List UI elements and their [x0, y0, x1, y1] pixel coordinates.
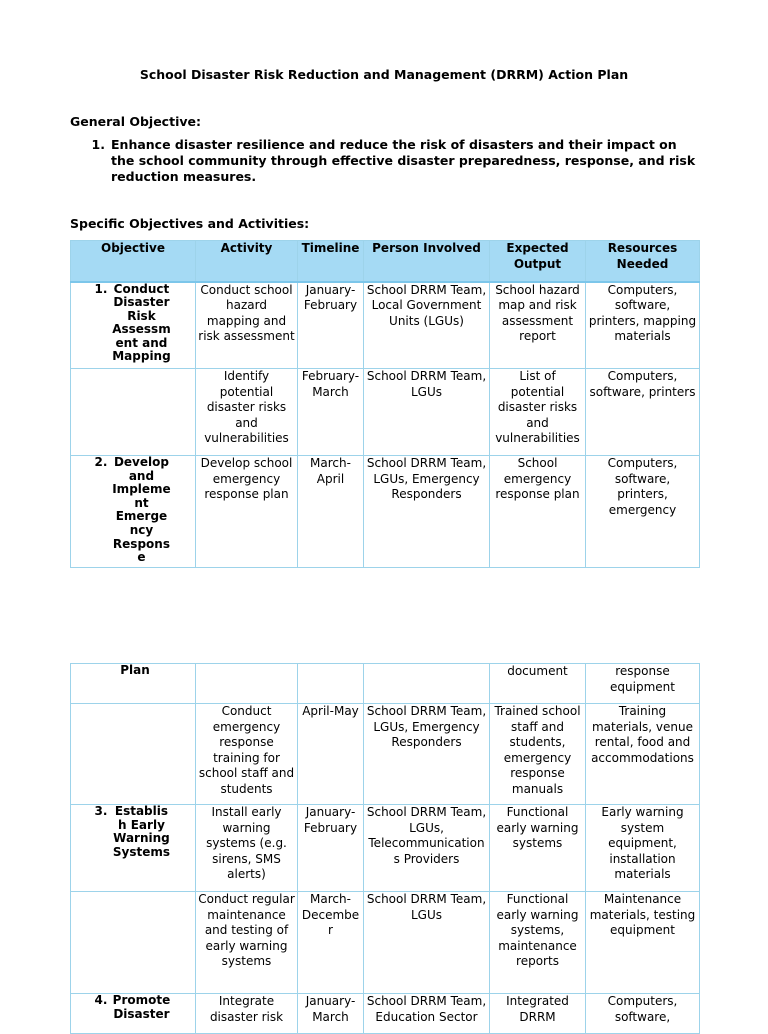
action-plan-table-page-1 — [70, 240, 700, 568]
output-cell: School emergency response plan — [490, 456, 586, 568]
objective-number: 2. — [94, 455, 108, 469]
header-person-involved: Person Involved — [364, 241, 490, 282]
objective-cell — [71, 994, 196, 1034]
output-cell: Functional early warning systems, maintenance reports — [490, 892, 586, 994]
header-activity: Activity — [196, 241, 298, 282]
general-objectives-list — [70, 137, 700, 185]
list-item — [70, 137, 700, 185]
timeline-cell: January-March — [298, 994, 364, 1034]
output-cell: School hazard map and risk assessment report — [490, 282, 586, 369]
table-row — [71, 892, 700, 994]
activity-cell — [196, 664, 298, 704]
table-row — [71, 704, 700, 805]
header-objective: Objective — [71, 241, 196, 282]
objective-text: Promote Disaster — [112, 993, 171, 1021]
timeline-cell: January-February — [298, 805, 364, 892]
table-row — [71, 369, 700, 456]
output-cell: Integrated DRRM — [490, 994, 586, 1034]
resources-cell: Training materials, venue rental, food and accommodations — [586, 704, 700, 805]
timeline-cell: April-May — [298, 704, 364, 805]
person-cell: School DRRM Team, LGUs, Telecommunications Providers — [364, 805, 490, 892]
table-row — [71, 664, 700, 704]
timeline-cell: February-March — [298, 369, 364, 456]
objective-cell — [71, 805, 196, 892]
output-cell: List of potential disaster risks and vulnerabilities — [490, 369, 586, 456]
timeline-cell: January-February — [298, 282, 364, 369]
header-resources-needed: Resources Needed — [586, 241, 700, 282]
activity-cell: Develop school emergency response plan — [196, 456, 298, 568]
resources-cell: Computers, software, printers, mapping materials — [586, 282, 700, 369]
person-cell: School DRRM Team, Education Sector — [364, 994, 490, 1034]
output-cell: Functional early warning systems — [490, 805, 586, 892]
objective-cell — [71, 892, 196, 994]
objective-cell — [71, 664, 196, 704]
header-expected-output: Expected Output — [490, 241, 586, 282]
resources-cell: Computers, software, — [586, 994, 700, 1034]
output-cell: Trained school staff and students, emergency response manuals — [490, 704, 586, 805]
table-row — [71, 994, 700, 1034]
table-row — [71, 456, 700, 568]
objective-number: 1. — [94, 281, 108, 296]
person-cell: School DRRM Team, LGUs — [364, 369, 490, 456]
resources-cell: Computers, software, printers, emergency — [586, 456, 700, 568]
activity-cell: Identify potential disaster risks and vulnerabilities — [196, 369, 298, 456]
timeline-cell: March-April — [298, 456, 364, 568]
person-cell: School DRRM Team, LGUs, Emergency Responders — [364, 704, 490, 805]
objective-cell — [71, 369, 196, 456]
objective-cell — [71, 704, 196, 805]
table-header-row — [71, 241, 700, 282]
action-plan-table-page-2 — [70, 663, 700, 1034]
list-item-text: Enhance disaster resilience and reduce the risk of disasters and their impact on the school community through effective disaster preparedness, response, and risk reduction measures. — [111, 137, 696, 184]
resources-cell: Maintenance materials, testing equipment — [586, 892, 700, 994]
person-cell: School DRRM Team, LGUs — [364, 892, 490, 994]
table-row — [71, 282, 700, 369]
resources-cell: Early warning system equipment, installation materials — [586, 805, 700, 892]
resources-cell: response equipment — [586, 664, 700, 704]
activity-cell: Install early warning systems (e.g. sirens, SMS alerts) — [196, 805, 298, 892]
activity-cell: Conduct school hazard mapping and risk assessment — [196, 282, 298, 369]
objective-number: 3. — [94, 804, 108, 818]
objective-number: 4. — [94, 993, 108, 1007]
person-cell: School DRRM Team, Local Government Units (LGUs) — [364, 282, 490, 369]
specific-objectives-heading: Specific Objectives and Activities: — [70, 216, 310, 231]
header-timeline: Timeline — [298, 241, 364, 282]
activity-cell: Integrate disaster risk — [196, 994, 298, 1034]
person-cell: School DRRM Team, LGUs, Emergency Responders — [364, 456, 490, 568]
list-item-number: 1. — [91, 137, 105, 152]
general-objective-heading: General Objective: — [70, 114, 201, 129]
output-cell: document — [490, 664, 586, 704]
table-row — [71, 805, 700, 892]
objective-text: Conduct Disaster Risk Assessment and Mapping — [112, 281, 171, 364]
objective-cell — [71, 456, 196, 568]
objective-text: Develop and Implement Emergency Response — [112, 455, 171, 565]
objective-text: Establish Early Warning Systems — [112, 804, 171, 859]
document-title: School Disaster Risk Reduction and Management (DRRM) Action Plan — [139, 67, 629, 82]
timeline-cell: March-December — [298, 892, 364, 994]
objective-cell — [71, 282, 196, 369]
resources-cell: Computers, software, printers — [586, 369, 700, 456]
activity-cell: Conduct regular maintenance and testing of early warning systems — [196, 892, 298, 994]
activity-cell: Conduct emergency response training for school staff and students — [196, 704, 298, 805]
objective-text: Plan — [120, 663, 150, 677]
timeline-cell — [298, 664, 364, 704]
person-cell — [364, 664, 490, 704]
